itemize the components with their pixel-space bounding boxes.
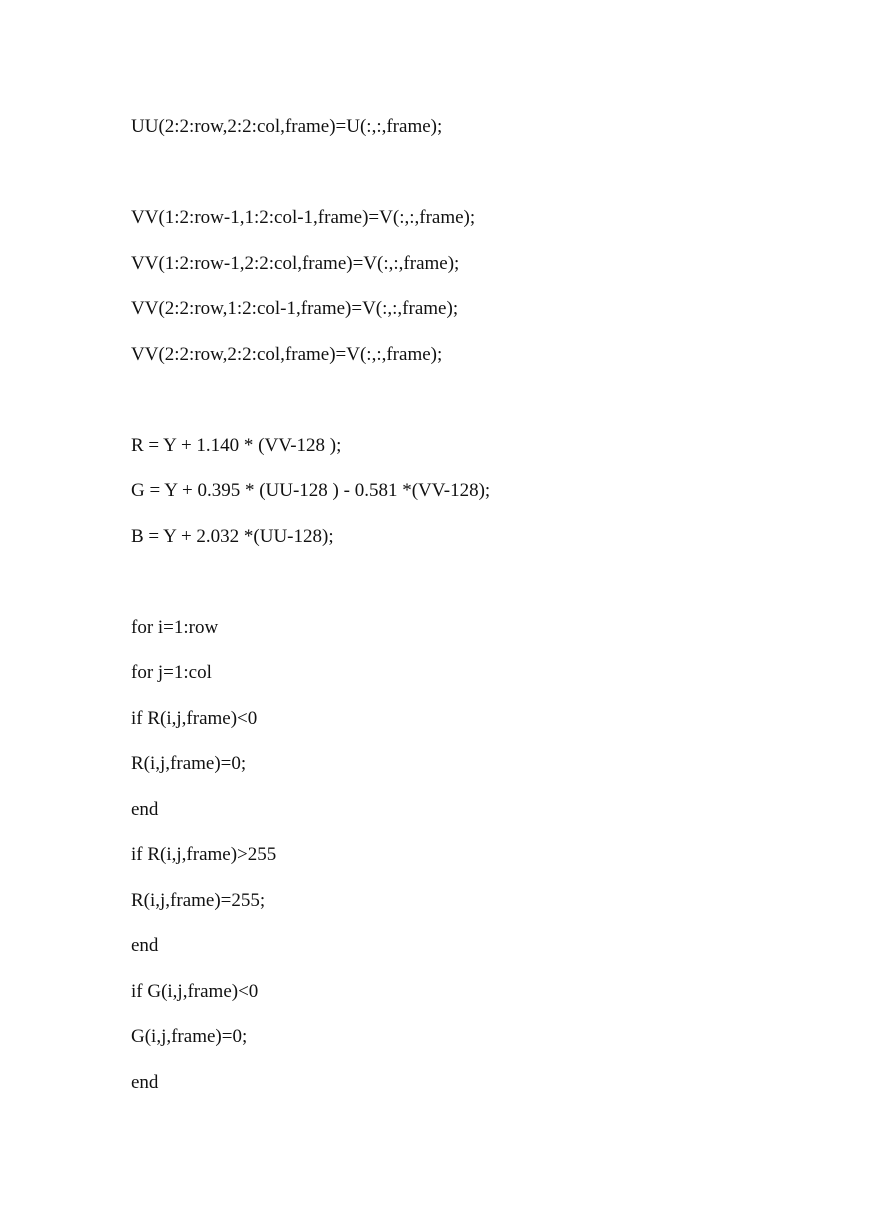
code-line: B = Y + 2.032 *(UU-128); — [131, 525, 334, 547]
blank-line — [131, 162, 490, 208]
code-line: end — [131, 798, 159, 820]
blank-line — [131, 389, 490, 435]
code-line: R = Y + 1.140 * (VV-128 ); — [131, 434, 342, 456]
code-line: R(i,j,frame)=0; — [131, 753, 247, 774]
code-line: VV(1:2:row-1,2:2:col,frame)=V(:,:,frame); — [131, 252, 460, 274]
code-line: VV(2:2:row,2:2:col,frame)=V(:,:,frame); — [131, 343, 443, 365]
code-line: G = Y + 0.395 * (UU-128 ) - 0.581 *(VV-128); — [131, 480, 491, 501]
code-line: VV(1:2:row-1,1:2:col-1,frame)=V(:,:,frame); — [131, 207, 476, 228]
code-listing — [131, 116, 490, 1117]
code-line: R(i,j,frame)=255; — [131, 889, 266, 911]
code-line: for j=1:col — [131, 662, 212, 683]
code-line: if G(i,j,frame)<0 — [131, 980, 259, 1002]
code-line: G(i,j,frame)=0; — [131, 1026, 248, 1047]
code-line: for i=1:row — [131, 616, 219, 638]
code-line: if R(i,j,frame)>255 — [131, 844, 277, 865]
code-line: if R(i,j,frame)<0 — [131, 707, 258, 729]
code-line: end — [131, 935, 159, 956]
code-line: VV(2:2:row,1:2:col-1,frame)=V(:,:,frame); — [131, 298, 459, 319]
code-line: UU(2:2:row,2:2:col,frame)=U(:,:,frame); — [131, 116, 443, 137]
code-line: end — [131, 1071, 159, 1093]
blank-line — [131, 571, 490, 617]
